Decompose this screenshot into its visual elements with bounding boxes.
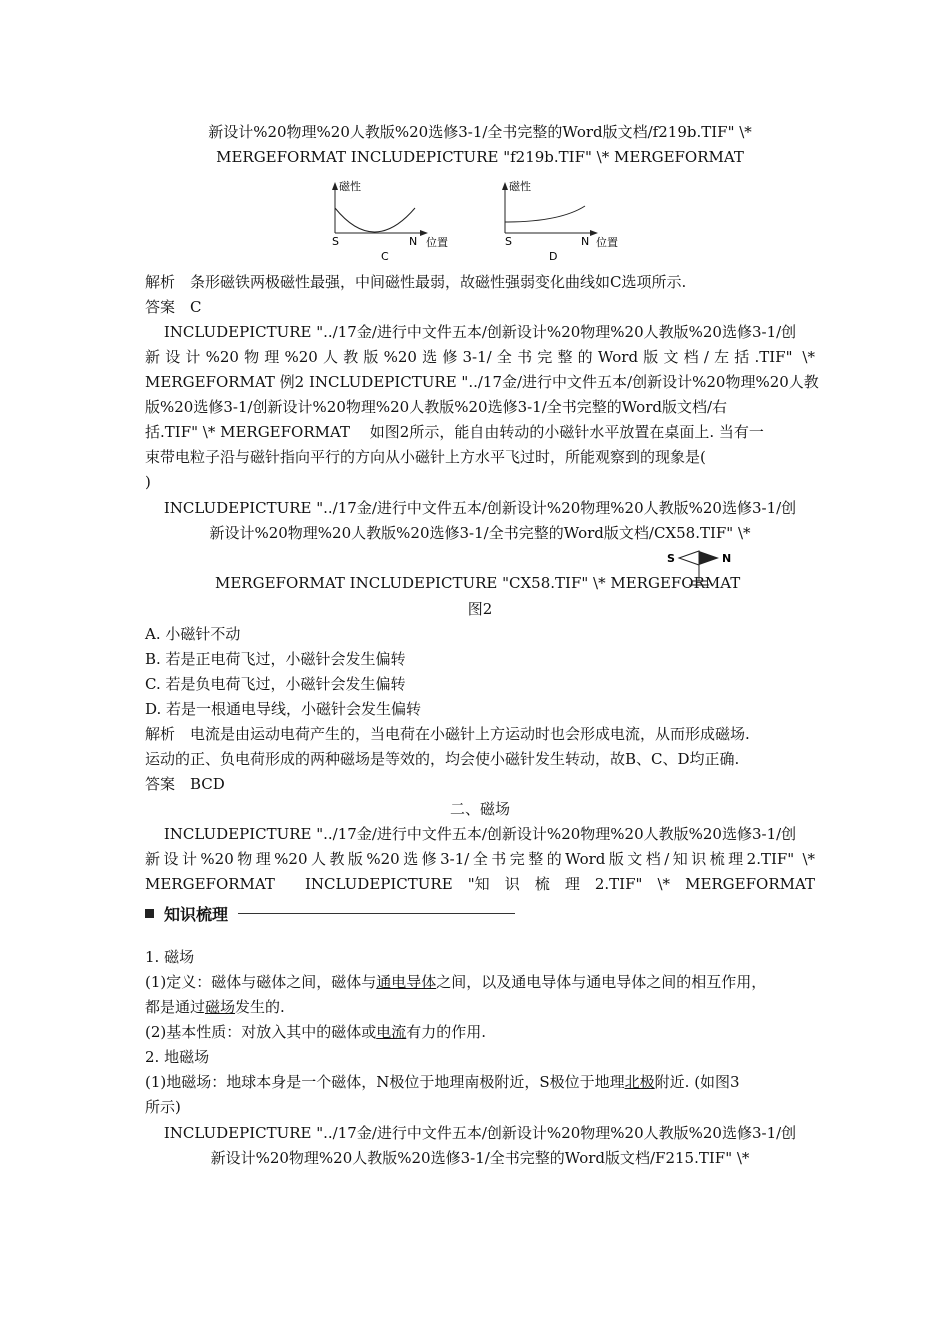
needle-n-label: N <box>722 552 732 565</box>
text-line: (1)地磁场：地球本身是一个磁体，N极位于地理南极附近，S极位于地理北极附近. (如图3 <box>145 1073 740 1091</box>
section-title: 二、磁场 <box>449 800 510 818</box>
text-line: 答案 BCD <box>145 775 225 793</box>
graph-c <box>325 176 460 264</box>
text-line: 2. 地磁场 <box>145 1048 210 1066</box>
graph-c-s: S <box>332 235 339 248</box>
needle-s-label: S <box>667 552 675 565</box>
text-line: 新设计%20物理%20人教版%20选修3-1/全书完整的Word版文档/CX58.TIF" \* <box>209 524 751 542</box>
graph-c-caption: C <box>381 250 389 263</box>
text-line: (1)定义：磁体与磁体之间，磁体与通电导体之间，以及通电导体与通电导体之间的相互作用， <box>145 973 767 991</box>
compass-needle <box>667 548 737 590</box>
heading-square-icon <box>145 909 154 918</box>
text-line: 新设计%20物理%20人教版%20选修3-1/全书完整的Word版文档/f219b.TIF" \* <box>208 123 752 141</box>
graph-d-caption: D <box>549 250 558 263</box>
heading-text: 知识梳理 <box>164 904 229 924</box>
option-c: C. 若是负电荷飞过，小磁针会发生偏转 <box>145 675 406 693</box>
option-d: D. 若是一根通电导线，小磁针会发生偏转 <box>145 700 422 718</box>
text-line: ) <box>145 473 151 491</box>
option-a: A. 小磁针不动 <box>145 625 241 643</box>
text-line: 所示) <box>145 1098 181 1116</box>
text-line: 版%20选修3-1/创新设计%20物理%20人教版%20选修3-1/全书完整的Word版文档/右 <box>145 398 728 416</box>
text-line: INCLUDEPICTURE "../17金/进行中文件五本/创新设计%20物理%20人教版%20选修3-1/创 <box>163 499 797 517</box>
text-line: MERGEFORMAT INCLUDEPICTURE "f219b.TIF" \* MERGEFORMAT <box>216 148 744 166</box>
text-line: 答案 C <box>145 298 202 316</box>
graph-d-s: S <box>505 235 512 248</box>
text-line: INCLUDEPICTURE "../17金/进行中文件五本/创新设计%20物理%20人教版%20选修3-1/创 <box>163 1124 797 1142</box>
text-line: INCLUDEPICTURE "../17金/进行中文件五本/创新设计%20物理%20人教版%20选修3-1/创 <box>163 323 797 341</box>
text-line: 解析 电流是由运动电荷产生的，当电荷在小磁针上方运动时也会形成电流，从而形成磁场. <box>145 725 750 743</box>
text-line: 束带电粒子沿与磁针指向平行的方向从小磁针上方水平飞过时，所能观察到的现象是( <box>145 448 706 466</box>
knowledge-heading <box>145 902 515 924</box>
graph-c-n: N <box>409 235 418 248</box>
graph-d-xlabel: 位置 <box>596 236 618 249</box>
text-line: MERGEFORMAT INCLUDEPICTURE "知 识 梳 理 2.TIF" \* MERGEFORMAT <box>145 875 815 893</box>
text-line: 运动的正、负电荷形成的两种磁场是等效的，均会使小磁针发生转动，故B、C、D均正确. <box>145 750 740 768</box>
text-line: 新设计%20物理%20人教版%20选修3-1/全书完整的Word版文档/左括.TIF" \* <box>145 348 815 366</box>
text-line: 新设计%20物理%20人教版%20选修3-1/全书完整的Word版文档/知识梳理2.TIF" \* <box>145 850 815 868</box>
text-line: MERGEFORMAT 例2 INCLUDEPICTURE "../17金/进行中文件五本/创新设计%20物理%20人教 <box>145 373 819 391</box>
figure-caption: 图2 <box>467 600 493 618</box>
graph-d-ylabel: 磁性 <box>509 180 531 193</box>
option-b: B. 若是正电荷飞过，小磁针会发生偏转 <box>145 650 406 668</box>
graph-d <box>495 176 630 264</box>
graph-d-n: N <box>581 235 590 248</box>
text-line: MERGEFORMAT INCLUDEPICTURE "CX58.TIF" \* MERGEFORMAT <box>215 574 741 592</box>
heading-rule <box>238 913 515 914</box>
graph-c-ylabel: 磁性 <box>339 180 361 193</box>
text-line: 都是通过磁场发生的. <box>145 998 285 1016</box>
text-line: (2)基本性质：对放入其中的磁体或电流有力的作用. <box>145 1023 487 1041</box>
text-line: 解析 条形磁铁两极磁性最强，中间磁性最弱，故磁性强弱变化曲线如C选项所示. <box>145 273 687 291</box>
text-line: 1. 磁场 <box>145 948 195 966</box>
text-line: 括.TIF" \* MERGEFORMAT 如图2所示，能自由转动的小磁针水平放置在桌面上. 当有一 <box>145 423 764 441</box>
text-line: INCLUDEPICTURE "../17金/进行中文件五本/创新设计%20物理%20人教版%20选修3-1/创 <box>163 825 797 843</box>
graph-c-xlabel: 位置 <box>426 236 448 249</box>
text-line: 新设计%20物理%20人教版%20选修3-1/全书完整的Word版文档/F215.TIF" \* <box>210 1149 750 1167</box>
